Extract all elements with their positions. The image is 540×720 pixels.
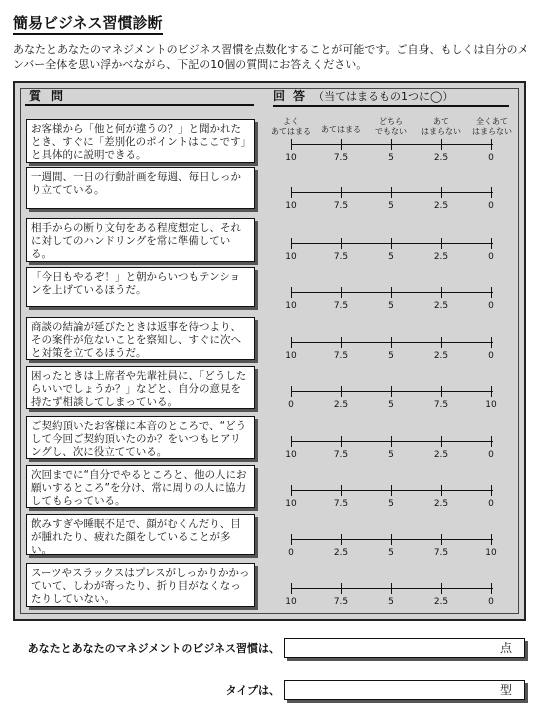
scale-tick[interactable] (391, 534, 392, 545)
scale-line (291, 243, 493, 244)
scale-value[interactable]: 10 (285, 252, 297, 262)
scale-value[interactable]: 7.5 (333, 351, 349, 361)
scale-label-disagree: あて はまらない (421, 117, 461, 136)
answer-scale (285, 578, 494, 618)
question-box: お客様から「他と何が違うの？」と聞かれたとき、すぐに「差別化のポイントはここです」と具体的に説明できる。 (26, 119, 255, 163)
answer-scale (285, 134, 494, 174)
question-box: 商談の結論が延びたときは返事を待つより、その案件が危ないことを察知し、すぐに次へと対策を立てるほうだ。 (26, 317, 255, 360)
scale-line (291, 391, 493, 392)
scale-tick[interactable] (291, 386, 292, 397)
scale-tick[interactable] (291, 436, 292, 447)
scale-tick[interactable] (441, 485, 442, 496)
question-box: 飲みすぎや睡眠不足で、顔がむくんだり、目が腫れたり、疲れた顔をしていることが多い。 (26, 514, 255, 555)
scale-tick[interactable] (291, 187, 292, 198)
scale-value[interactable]: 0 (488, 153, 494, 163)
score-unit: 点 (499, 641, 512, 655)
scale-tick[interactable] (341, 187, 342, 198)
type-field[interactable] (284, 680, 525, 700)
scale-tick[interactable] (291, 287, 292, 298)
scale-value[interactable]: 2.5 (433, 201, 449, 211)
question-box: 一週間、一日の行動計画を毎週、毎日しっかり立てている。 (26, 167, 255, 209)
scale-value[interactable]: 7.5 (333, 301, 349, 311)
scale-line (291, 441, 493, 442)
scale-line (291, 292, 493, 293)
scale-tick[interactable] (341, 139, 342, 150)
scale-tick[interactable] (441, 583, 442, 594)
scale-tick[interactable] (291, 337, 292, 348)
scale-value[interactable]: 0 (488, 252, 494, 262)
answer-scale (285, 182, 494, 222)
scale-value[interactable]: 10 (285, 499, 297, 509)
scale-value[interactable]: 10 (285, 597, 297, 607)
scale-tick[interactable] (341, 485, 342, 496)
scale-value[interactable]: 5 (388, 499, 394, 509)
scale-value[interactable]: 2.5 (333, 400, 349, 410)
score-label: あなたとあなたのマネジメントのビジネス習慣は、 (27, 642, 280, 655)
scale-tick[interactable] (441, 534, 442, 545)
scale-value[interactable]: 2.5 (433, 597, 449, 607)
scale-value[interactable]: 7.5 (333, 450, 349, 460)
scale-value[interactable]: 0 (288, 400, 294, 410)
answer-scale (285, 332, 494, 372)
scale-value[interactable]: 7.5 (433, 548, 449, 558)
scale-line (291, 192, 493, 193)
answer-scale (285, 480, 494, 520)
scale-line (291, 490, 493, 491)
scale-tick[interactable] (491, 337, 492, 348)
scale-tick[interactable] (341, 583, 342, 594)
scale-value[interactable]: 0 (488, 597, 494, 607)
scale-label-agree: あてはまる (321, 125, 361, 134)
scale-tick[interactable] (391, 287, 392, 298)
scale-value[interactable]: 10 (285, 450, 297, 460)
scale-value[interactable]: 7.5 (333, 153, 349, 163)
scale-value[interactable]: 2.5 (433, 450, 449, 460)
scale-tick[interactable] (491, 485, 492, 496)
answer-header-note: （当てはまるもの1つに◯） (313, 90, 454, 103)
scale-value[interactable]: 2.5 (333, 548, 349, 558)
scale-tick[interactable] (291, 485, 292, 496)
scale-tick[interactable] (391, 436, 392, 447)
scale-value[interactable]: 0 (488, 450, 494, 460)
answer-column-header (273, 88, 509, 107)
question-box: ご契約頂いたお客様に本音のところで、“どうして今回ご契約頂いたのか？をいつもヒアリングし、次に役立てている。 (26, 416, 255, 459)
scale-value[interactable]: 5 (388, 153, 394, 163)
question-box: 「今日もやるぞ！」と朝からいつもテンションを上げているほうだ。 (26, 267, 255, 307)
answer-scale (285, 431, 494, 471)
page-title: 簡易ビジネス習慣診断 (13, 14, 163, 35)
scale-value[interactable]: 10 (485, 548, 497, 558)
scale-tick[interactable] (341, 287, 342, 298)
scale-tick[interactable] (491, 386, 492, 397)
scale-value[interactable]: 2.5 (433, 499, 449, 509)
scale-tick[interactable] (291, 238, 292, 249)
scale-line (291, 588, 493, 589)
scale-tick[interactable] (291, 139, 292, 150)
scale-tick[interactable] (341, 436, 342, 447)
answer-scale (288, 529, 497, 569)
scale-value[interactable]: 5 (388, 548, 394, 558)
scale-tick[interactable] (441, 287, 442, 298)
scale-tick[interactable] (441, 238, 442, 249)
scale-tick[interactable] (491, 139, 492, 150)
scale-value[interactable]: 5 (388, 400, 394, 410)
scale-tick[interactable] (341, 238, 342, 249)
scale-tick[interactable] (441, 337, 442, 348)
scale-value[interactable]: 10 (285, 153, 297, 163)
type-unit: 型 (499, 683, 512, 697)
scale-line (291, 342, 493, 343)
scale-value[interactable]: 5 (388, 301, 394, 311)
scale-tick[interactable] (391, 337, 392, 348)
scale-label-strongly-disagree: 全くあて はまらない (472, 117, 512, 136)
scale-value[interactable]: 0 (488, 499, 494, 509)
scale-tick[interactable] (391, 485, 392, 496)
answer-scale (288, 381, 497, 421)
scale-tick[interactable] (291, 534, 292, 545)
scale-line (291, 539, 493, 540)
scale-value[interactable]: 0 (488, 201, 494, 211)
question-box: 相手からの断り文句をある程度想定し、それに対してのハンドリングを常に準備している。 (26, 218, 255, 262)
scale-tick[interactable] (491, 436, 492, 447)
scale-tick[interactable] (441, 386, 442, 397)
scale-tick[interactable] (491, 534, 492, 545)
scale-value[interactable]: 0 (288, 548, 294, 558)
scale-value[interactable]: 2.5 (433, 351, 449, 361)
scale-tick[interactable] (391, 386, 392, 397)
scale-value[interactable]: 7.5 (333, 597, 349, 607)
scale-value[interactable]: 7.5 (333, 201, 349, 211)
question-box: 困ったときは上席者や先輩社員に、「どうしたらいいでしょうか？」などと、自分の意見を持たず相談してしまっている。 (26, 366, 255, 409)
scale-tick[interactable] (441, 139, 442, 150)
scale-value[interactable]: 2.5 (433, 153, 449, 163)
scale-tick[interactable] (491, 187, 492, 198)
scale-tick[interactable] (391, 139, 392, 150)
scale-tick[interactable] (291, 583, 292, 594)
scale-tick[interactable] (441, 436, 442, 447)
question-box: スーツやスラックスはプレスがしっかりかかっていて、しわが寄ったり、折り目がなくなったりしていない。 (26, 563, 255, 607)
scale-line (291, 144, 493, 145)
scale-value[interactable]: 0 (488, 301, 494, 311)
scale-tick[interactable] (341, 337, 342, 348)
scale-tick[interactable] (391, 238, 392, 249)
scale-tick[interactable] (341, 386, 342, 397)
scale-value[interactable]: 10 (285, 351, 297, 361)
scale-tick[interactable] (491, 287, 492, 298)
scale-tick[interactable] (491, 238, 492, 249)
scale-value[interactable]: 5 (388, 201, 394, 211)
scale-value[interactable]: 2.5 (433, 252, 449, 262)
scale-value[interactable]: 7.5 (333, 499, 349, 509)
answer-header-label: 回答 (273, 89, 314, 103)
scale-label-strongly-agree: よく あてはまる (271, 117, 311, 136)
question-box: 次回までに“自分でやるところと、他の人にお願いするところ”を分け、常に周りの人に協力してもらっている。 (26, 465, 255, 508)
scale-value[interactable]: 7.5 (433, 400, 449, 410)
intro-text: あなたとあなたのマネジメントのビジネス習慣を点数化することが可能です。ご自身、もしくは自分のメンバー全体を思い浮かべながら、下記の10個の質問にお答えください。 (13, 43, 529, 71)
scale-tick[interactable] (391, 583, 392, 594)
scale-tick[interactable] (491, 583, 492, 594)
questionnaire-panel (13, 81, 526, 621)
type-label: タイプは、 (225, 684, 280, 697)
scale-value[interactable]: 5 (388, 450, 394, 460)
scale-value[interactable]: 5 (388, 252, 394, 262)
scale-value[interactable]: 0 (488, 351, 494, 361)
scale-value[interactable]: 10 (485, 400, 497, 410)
scale-value[interactable]: 10 (285, 301, 297, 311)
scale-value[interactable]: 10 (285, 201, 297, 211)
scale-value[interactable]: 2.5 (433, 301, 449, 311)
score-field[interactable] (284, 638, 525, 658)
scale-value[interactable]: 7.5 (333, 252, 349, 262)
scale-tick[interactable] (391, 187, 392, 198)
scale-value[interactable]: 5 (388, 597, 394, 607)
scale-tick[interactable] (341, 534, 342, 545)
answer-scale (285, 233, 494, 273)
scale-label-neutral: どちら でもない (375, 117, 407, 136)
scale-value[interactable]: 5 (388, 351, 394, 361)
question-column-header: 質問 (25, 88, 254, 106)
answer-scale (285, 282, 494, 322)
scale-tick[interactable] (441, 187, 442, 198)
